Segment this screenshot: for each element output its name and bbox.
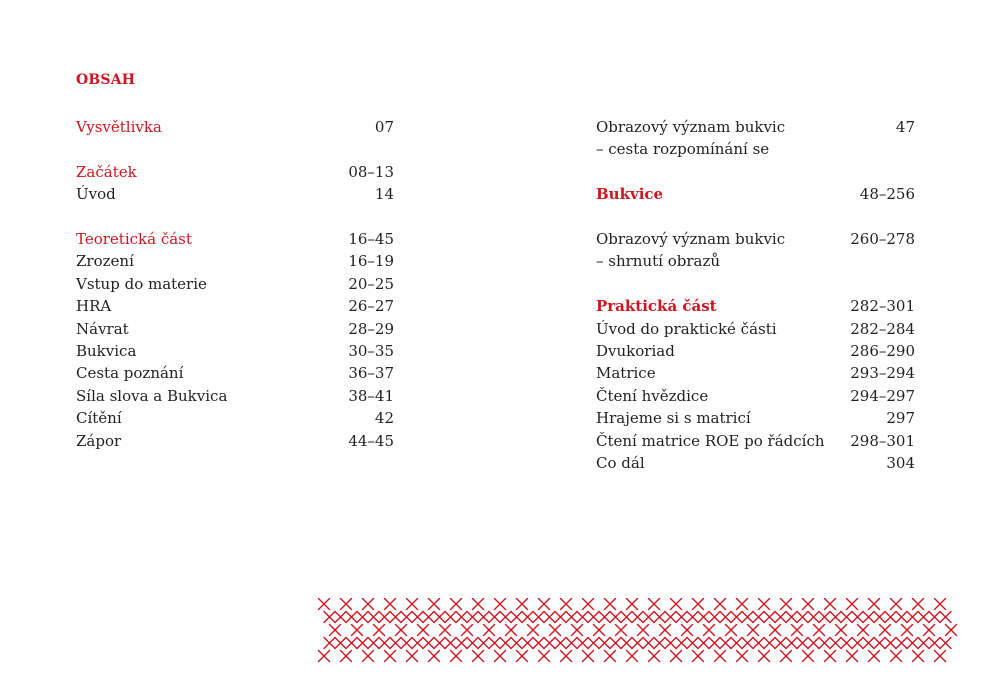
stitch-mark [935, 599, 946, 610]
toc-entry[interactable] [596, 407, 915, 429]
toc-entry-pages: 297 [886, 409, 915, 428]
stitch-mark [665, 638, 676, 649]
stitch-mark [687, 612, 698, 623]
stitch-mark [924, 625, 935, 636]
stitch-mark [896, 638, 907, 649]
toc-entry[interactable] [76, 318, 394, 340]
toc-entry[interactable] [76, 161, 394, 183]
stitch-mark [357, 638, 368, 649]
stitch-mark [698, 638, 709, 649]
stitch-mark [654, 638, 665, 649]
toc-entry[interactable] [76, 385, 394, 407]
stitch-mark [913, 599, 924, 610]
stitch-mark [572, 625, 583, 636]
stitch-mark [605, 599, 616, 610]
toc-entry[interactable] [596, 385, 915, 407]
stitch-mark [737, 651, 748, 662]
toc-entry-pages: 30–35 [348, 342, 394, 361]
stitch-mark [605, 651, 616, 662]
toc-spacer [76, 138, 394, 160]
stitch-mark [759, 651, 770, 662]
stitch-mark [803, 599, 814, 610]
toc-entry-pages: 304 [886, 454, 915, 473]
stitch-mark [335, 638, 346, 649]
stitch-mark [489, 612, 500, 623]
stitch-mark [775, 638, 786, 649]
stitch-mark [869, 599, 880, 610]
stitch-mark [511, 612, 522, 623]
stitch-mark [649, 651, 660, 662]
toc-entry[interactable] [76, 407, 394, 429]
stitch-mark [946, 625, 957, 636]
stitch-mark [836, 625, 847, 636]
stitch-mark [693, 651, 704, 662]
stitch-mark [506, 625, 517, 636]
stitch-mark [451, 599, 462, 610]
toc-entry[interactable] [596, 116, 915, 161]
stitch-mark [324, 612, 335, 623]
stitch-mark [434, 638, 445, 649]
stitch-mark [885, 638, 896, 649]
toc-entry[interactable] [596, 340, 915, 362]
stitch-mark [616, 625, 627, 636]
stitch-mark [665, 612, 676, 623]
stitch-mark [742, 612, 753, 623]
stitch-mark [627, 651, 638, 662]
stitch-mark [577, 612, 588, 623]
toc-spacer [596, 206, 915, 228]
stitch-mark [671, 651, 682, 662]
stitch-mark [704, 625, 715, 636]
stitch-mark [555, 612, 566, 623]
toc-entry[interactable] [596, 452, 915, 474]
stitch-mark [335, 612, 346, 623]
stitch-mark [753, 612, 764, 623]
stitch-mark [429, 651, 440, 662]
stitch-mark [363, 651, 374, 662]
stitch-mark [709, 612, 720, 623]
stitch-mark [440, 625, 451, 636]
stitch-mark [374, 625, 385, 636]
stitch-mark [819, 612, 830, 623]
stitch-mark [456, 638, 467, 649]
stitch-mark [500, 612, 511, 623]
stitch-mark [786, 638, 797, 649]
stitch-mark [341, 651, 352, 662]
stitch-mark [643, 638, 654, 649]
stitch-mark [781, 599, 792, 610]
toc-entry-label: Cítění [76, 409, 122, 428]
stitch-mark [913, 651, 924, 662]
stitch-mark [357, 612, 368, 623]
stitch-mark [583, 599, 594, 610]
toc-entry[interactable] [596, 318, 915, 340]
stitch-mark [715, 651, 726, 662]
stitch-mark [748, 625, 759, 636]
stitch-mark [467, 638, 478, 649]
stitch-mark [566, 638, 577, 649]
stitch-mark [379, 638, 390, 649]
stitch-mark [676, 638, 687, 649]
toc-entry-label: Obrazový význam bukvic – cesta rozpomínání se [596, 118, 786, 159]
stitch-mark [319, 651, 330, 662]
stitch-mark [324, 638, 335, 649]
stitch-mark [753, 638, 764, 649]
stitch-mark [671, 599, 682, 610]
stitch-mark [825, 651, 836, 662]
stitch-mark [533, 638, 544, 649]
stitch-mark [412, 638, 423, 649]
stitch-mark [874, 612, 885, 623]
toc-entry-pages: 42 [374, 409, 394, 428]
stitch-mark [814, 625, 825, 636]
stitch-mark [401, 612, 412, 623]
toc-entry-pages: 28–29 [348, 319, 394, 338]
stitch-mark [346, 638, 357, 649]
stitch-mark [880, 625, 891, 636]
stitch-mark [731, 638, 742, 649]
toc-entry-label: Vysvětlivka [76, 118, 162, 136]
toc-entry-label: Vstup do materie [76, 274, 207, 293]
stitch-mark [330, 625, 341, 636]
stitch-mark [423, 638, 434, 649]
stitch-mark [522, 638, 533, 649]
stitch-mark [621, 638, 632, 649]
toc-entry-label: HRA [76, 297, 112, 316]
toc-left-column [76, 116, 394, 452]
stitch-mark [517, 599, 528, 610]
stitch-mark [379, 612, 390, 623]
cross-stitch-zigzag-icon [316, 598, 964, 664]
toc-entry-label: Zápor [76, 431, 122, 450]
toc-entry-label: Zrození [76, 252, 134, 271]
stitch-mark [792, 625, 803, 636]
toc-entry-label: Úvod do praktické části [596, 319, 777, 338]
stitch-mark [808, 638, 819, 649]
stitch-mark [484, 625, 495, 636]
toc-entry-label: Síla slova a Bukvica [76, 386, 228, 405]
toc-entry[interactable] [596, 295, 915, 317]
stitch-mark [803, 651, 814, 662]
stitch-mark [825, 599, 836, 610]
toc-entry-pages: 16–45 [348, 230, 394, 248]
stitch-mark [693, 599, 704, 610]
stitch-mark [533, 612, 544, 623]
toc-entry-pages: 16–19 [348, 252, 394, 271]
toc-entry-label: Matrice [596, 364, 656, 383]
toc-entry-label: Obrazový význam bukvic – shrnutí obrazů [596, 230, 786, 271]
stitch-mark [385, 651, 396, 662]
stitch-mark [852, 638, 863, 649]
stitch-mark [896, 612, 907, 623]
toc-entry-label: Co dál [596, 454, 645, 473]
toc-entry-pages: 26–27 [348, 297, 394, 316]
stitch-mark [935, 651, 946, 662]
toc-entry-label: Bukvice [596, 185, 664, 204]
stitch-mark [495, 599, 506, 610]
page-title: OBSAH [76, 72, 136, 88]
stitch-mark [445, 612, 456, 623]
stitch-mark [698, 612, 709, 623]
stitch-mark [786, 612, 797, 623]
stitch-mark [731, 612, 742, 623]
toc-entry-label: Dvukoriad [596, 342, 675, 361]
stitch-mark [434, 612, 445, 623]
stitch-mark [528, 625, 539, 636]
stitch-mark [566, 612, 577, 623]
stitch-mark [550, 625, 561, 636]
stitch-mark [341, 599, 352, 610]
stitch-mark [467, 612, 478, 623]
stitch-mark [451, 651, 462, 662]
stitch-mark [478, 612, 489, 623]
stitch-mark [368, 638, 379, 649]
toc-entry-pages: 294–297 [850, 386, 915, 405]
stitch-mark [682, 625, 693, 636]
stitch-mark [764, 612, 775, 623]
stitch-mark [676, 612, 687, 623]
stitch-mark [423, 612, 434, 623]
toc-entry-label: Čtení matrice ROE po řádcích [596, 431, 825, 450]
stitch-mark [830, 612, 841, 623]
toc-entry[interactable] [76, 228, 394, 250]
stitch-mark [841, 638, 852, 649]
stitch-mark [847, 651, 858, 662]
toc-entry[interactable] [76, 273, 394, 295]
stitch-mark [929, 612, 940, 623]
toc-entry[interactable] [76, 183, 394, 205]
toc-entry[interactable] [76, 340, 394, 362]
stitch-mark [759, 599, 770, 610]
stitch-mark [561, 599, 572, 610]
stitch-mark [561, 651, 572, 662]
stitch-mark [775, 612, 786, 623]
stitch-mark [594, 625, 605, 636]
toc-entry-pages: 282–284 [850, 319, 915, 338]
stitch-mark [770, 625, 781, 636]
stitch-mark [599, 638, 610, 649]
stitch-mark [715, 599, 726, 610]
stitch-mark [429, 599, 440, 610]
toc-entry[interactable] [596, 430, 915, 452]
toc-entry[interactable] [596, 183, 915, 205]
stitch-mark [473, 651, 484, 662]
stitch-mark [456, 612, 467, 623]
stitch-mark [847, 599, 858, 610]
stitch-mark [660, 625, 671, 636]
stitch-mark [319, 599, 330, 610]
stitch-mark [863, 638, 874, 649]
stitch-mark [407, 651, 418, 662]
stitch-mark [764, 638, 775, 649]
stitch-mark [929, 638, 940, 649]
stitch-mark [874, 638, 885, 649]
stitch-mark [418, 625, 429, 636]
stitch-mark [610, 638, 621, 649]
stitch-mark [462, 625, 473, 636]
stitch-mark [522, 612, 533, 623]
stitch-mark [346, 612, 357, 623]
stitch-mark [841, 612, 852, 623]
stitch-mark [544, 612, 555, 623]
stitch-mark [797, 612, 808, 623]
stitch-mark [621, 612, 632, 623]
toc-entry-pages: 38–41 [348, 386, 394, 405]
stitch-mark [918, 612, 929, 623]
toc-entry-pages: 48–256 [859, 185, 915, 204]
stitch-mark [396, 625, 407, 636]
stitch-mark [517, 651, 528, 662]
stitch-mark [555, 638, 566, 649]
stitch-mark [588, 638, 599, 649]
toc-spacer [76, 206, 394, 228]
toc-entry-label: Úvod [76, 185, 116, 204]
toc-entry-pages: 20–25 [348, 274, 394, 293]
stitch-mark [583, 651, 594, 662]
stitch-mark [940, 612, 951, 623]
toc-entry[interactable] [76, 116, 394, 138]
toc-entry[interactable] [76, 250, 394, 272]
stitch-mark [390, 638, 401, 649]
stitch-mark [858, 625, 869, 636]
stitch-mark [726, 625, 737, 636]
toc-entry[interactable] [596, 228, 915, 273]
stitch-mark [489, 638, 500, 649]
stitch-mark [709, 638, 720, 649]
toc-spacer [596, 273, 915, 295]
stitch-mark [544, 638, 555, 649]
stitch-mark [852, 612, 863, 623]
toc-entry[interactable] [596, 362, 915, 384]
toc-entry[interactable] [76, 430, 394, 452]
toc-entry-pages: 298–301 [850, 431, 915, 450]
stitch-mark [511, 638, 522, 649]
stitch-mark [830, 638, 841, 649]
stitch-mark [632, 638, 643, 649]
stitch-mark [610, 612, 621, 623]
toc-entry-label: Teoretická část [76, 230, 192, 248]
toc-entry-pages: 282–301 [850, 297, 915, 316]
stitch-mark [500, 638, 511, 649]
stitch-mark [687, 638, 698, 649]
toc-entry-label: Hrajeme si s matricí [596, 409, 751, 428]
stitch-mark [902, 625, 913, 636]
toc-entry[interactable] [76, 295, 394, 317]
stitch-mark [385, 599, 396, 610]
stitch-mark [869, 651, 880, 662]
stitch-mark [473, 599, 484, 610]
stitch-mark [863, 612, 874, 623]
stitch-mark [407, 599, 418, 610]
toc-entry-pages: 07 [374, 118, 394, 136]
toc-spacer [596, 161, 915, 183]
toc-entry-label: Cesta poznání [76, 364, 184, 383]
toc-entry-label: Čtení hvězdice [596, 386, 709, 405]
toc-entry-label: Začátek [76, 162, 137, 181]
toc-entry-pages: 36–37 [348, 364, 394, 383]
toc-right-column [596, 116, 915, 474]
stitch-mark [577, 638, 588, 649]
stitch-mark [632, 612, 643, 623]
stitch-mark [720, 638, 731, 649]
stitch-mark [907, 612, 918, 623]
stitch-mark [627, 599, 638, 610]
stitch-mark [819, 638, 830, 649]
stitch-mark [891, 651, 902, 662]
stitch-mark [720, 612, 731, 623]
toc-entry-pages: 293–294 [850, 364, 915, 383]
stitch-mark [539, 599, 550, 610]
stitch-mark [495, 651, 506, 662]
stitch-mark [539, 651, 550, 662]
stitch-mark [352, 625, 363, 636]
stitch-mark [918, 638, 929, 649]
toc-entry[interactable] [76, 362, 394, 384]
stitch-mark [737, 599, 748, 610]
stitch-mark [643, 612, 654, 623]
stitch-mark [940, 638, 951, 649]
stitch-mark [781, 651, 792, 662]
stitch-mark [588, 612, 599, 623]
stitch-mark [401, 638, 412, 649]
toc-entry-pages: 44–45 [348, 431, 394, 450]
stitch-mark [649, 599, 660, 610]
stitch-mark [797, 638, 808, 649]
stitch-mark [445, 638, 456, 649]
toc-entry-label: Praktická část [596, 297, 717, 316]
toc-entry-pages: 286–290 [850, 342, 915, 361]
stitch-mark [808, 612, 819, 623]
stitch-mark [390, 612, 401, 623]
stitch-mark [412, 612, 423, 623]
toc-entry-label: Návrat [76, 319, 129, 338]
stitch-mark [638, 625, 649, 636]
toc-entry-pages: 47 [895, 118, 915, 136]
stitch-mark [599, 612, 610, 623]
stitch-mark [478, 638, 489, 649]
toc-entry-pages: 14 [374, 185, 394, 204]
toc-entry-label: Bukvica [76, 342, 137, 361]
toc-entry-pages: 260–278 [850, 230, 915, 248]
stitch-mark [368, 612, 379, 623]
stitch-mark [907, 638, 918, 649]
stitch-mark [885, 612, 896, 623]
toc-entry-pages: 08–13 [348, 162, 394, 181]
stitch-mark [654, 612, 665, 623]
stitch-mark [742, 638, 753, 649]
stitch-mark [363, 599, 374, 610]
stitch-mark [891, 599, 902, 610]
